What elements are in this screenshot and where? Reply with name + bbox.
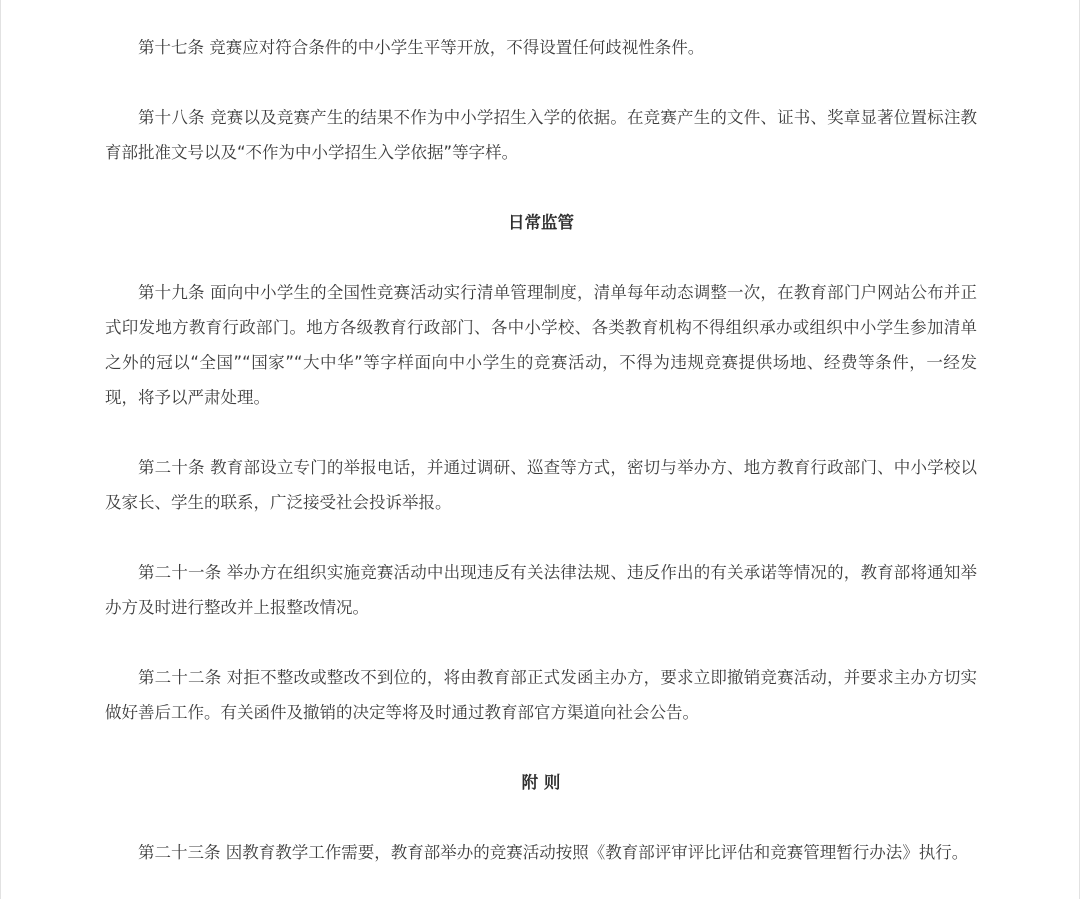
article-17: 第十七条 竞赛应对符合条件的中小学生平等开放，不得设置任何歧视性条件。 [138,38,705,57]
article-18: 第十八条 竞赛以及竞赛产生的结果不作为中小学招生入学的依据。在竞赛产生的文件、证书、奖章显著位置标注教育部批准文号以及“不作为中小学招生入学依据”等字样。 [105,108,977,162]
section-heading-supplementary: 附 则 [521,773,561,792]
section-heading-daily-supervision: 日常监管 [508,213,574,232]
article-20: 第二十条 教育部设立专门的举报电话，并通过调研、巡查等方式，密切与举办方、地方教育行政部门、中小学校以及家长、学生的联系，广泛接受社会投诉举报。 [105,458,977,512]
article-23: 第二十三条 因教育教学工作需要，教育部举办的竞赛活动按照《教育部评审评比评估和竞赛管理暂行办法》执行。 [138,843,969,862]
article-body [105,30,977,905]
article-19: 第十九条 面向中小学生的全国性竞赛活动实行清单管理制度，清单每年动态调整一次，在教育部门户网站公布并正式印发地方教育行政部门。地方各级教育行政部门、各中小学校、各类教育机构不得组织承办或组织中小学生参加清单之外的冠以“全国”“国家”“大中华”等字样面向中小学生的竞赛活动，不得为违规竞赛提供场地、经费等条件，一经发现，将予以严肃处理。 [105,283,977,407]
article-21: 第二十一条 举办方在组织实施竞赛活动中出现违反有关法律法规、违反作出的有关承诺等情况的，教育部将通知举办方及时进行整改并上报整改情况。 [105,563,977,617]
article-22: 第二十二条 对拒不整改或整改不到位的，将由教育部正式发函主办方，要求立即撤销竞赛活动，并要求主办方切实做好善后工作。有关函件及撤销的决定等将及时通过教育部官方渠道向社会公告。 [105,668,977,722]
